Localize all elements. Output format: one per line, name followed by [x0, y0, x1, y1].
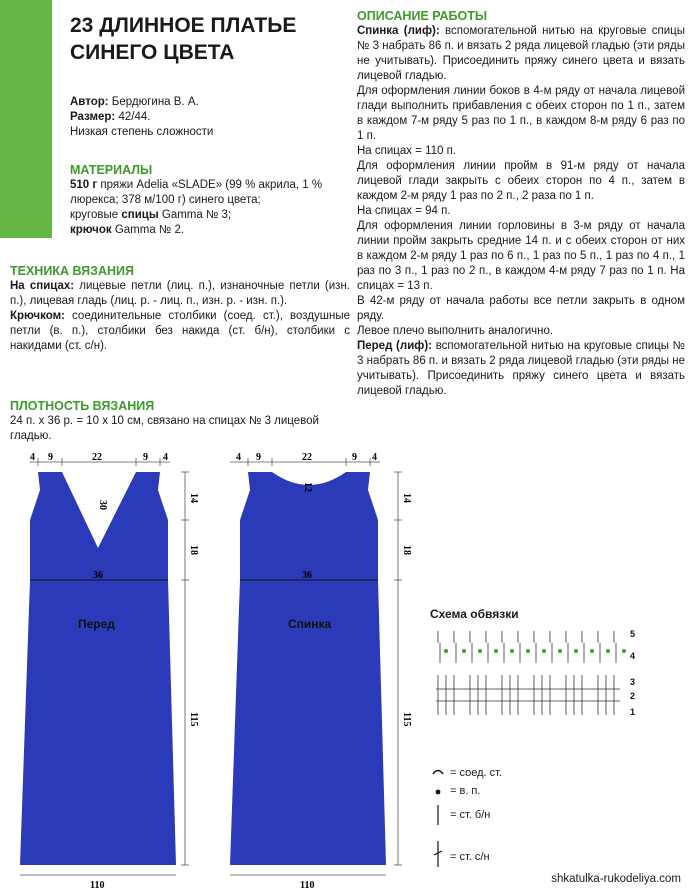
back-top-dim: 4	[236, 452, 241, 463]
front-neck-dim: 30	[97, 500, 108, 510]
density-text: 24 п. х 36 р. = 10 х 10 см, связано на спицах № 3 лицевой гладью.	[10, 415, 319, 442]
front-side-dim: 115	[188, 712, 199, 727]
back-top-dim: 9	[256, 452, 261, 463]
density-section	[10, 399, 350, 444]
needles-post: Gamma № 3;	[161, 209, 232, 221]
back-side-dim: 18	[401, 545, 412, 555]
front-label: Перед (лиф):	[357, 340, 432, 352]
front-piece	[20, 452, 199, 891]
tech-needles-label: На спицах:	[10, 280, 75, 292]
back-piece	[230, 452, 412, 891]
tech-hook-text: соединительные столбики (соед. ст.), воздушные петли (в. п.), столбики без накида (ст. б/н), столбики с накидами (ст. с/н).	[10, 310, 350, 352]
scheme-chain-dots	[444, 649, 626, 653]
difficulty: Низкая степень сложности	[70, 126, 214, 138]
needles-word: спицы	[121, 209, 159, 221]
yarn-text: пряжи Adelia «SLADE» (99 % акрила, 1 % люрекса; 378 м/100 г) синего цвета;	[70, 179, 323, 206]
hook-post: Gamma № 2.	[114, 224, 185, 236]
desc-p2: Для оформления линии боков в 4-м ряду от начала лицевой глади выполнить прибавления с обеих сторон по 1 п., затем в каждом 7-м ряду 5 раз по 1 п., в каждом 8-м ряду 6 раз по 1 п.	[357, 85, 685, 142]
front-top-dim: 9	[143, 452, 148, 463]
front-top-dim: 9	[48, 452, 53, 463]
density-heading: ПЛОТНОСТЬ ВЯЗАНИЯ	[10, 399, 155, 413]
back-dress-shape	[230, 472, 386, 865]
scheme-title: Схема обвязки	[430, 607, 519, 621]
desc-p6: Для оформления линии горловины в 3-м ряду от начала линии пройм закрыть средние 14 п. и с обеих сторон от них в каждом 2-м ряду 1 раз по 6 п., 1 раз по 5 п., 1 раз по 4 п., 1 раз по 3 п., 1 раз по 2 п., в каждом 4-м ряду 7 раз по 1 п. На спицах = 13 п.	[357, 220, 685, 292]
legend-item: = ст. с/н	[450, 851, 490, 863]
materials-section	[70, 163, 355, 238]
front-dress-shape	[20, 472, 176, 865]
edging-scheme	[430, 625, 650, 725]
needles-pre: круговые	[70, 209, 119, 221]
legend-symbols	[430, 765, 448, 875]
description-heading: ОПИСАНИЕ РАБОТЫ	[357, 9, 488, 23]
front-top-dim: 22	[92, 452, 102, 463]
size-value: 42/44.	[118, 111, 151, 123]
materials-heading: МАТЕРИАЛЫ	[70, 163, 153, 177]
desc-p1: вспомогательной нитью на круговые спицы № 3 набрать 86 п. и вязать 2 ряда лицевой гладью (эти ряды не учитывать). Присоединить пряжу синего цвета и вязать лицевой гладью.	[357, 25, 685, 82]
scheme-grid	[436, 631, 620, 715]
size-label: Размер:	[70, 111, 116, 123]
tech-needles-text: лицевые петли (лиц. п.), изнаночные петли (изн. п.), лицевая гладь (лиц. р. - лиц. п., изн. р. - изн. п.).	[10, 280, 350, 307]
desc-p3: На спицах = 110 п.	[357, 145, 457, 157]
desc-p7: В 42-м ряду от начала работы все петли закрыть в одном ряду.	[357, 295, 685, 322]
author-label: Автор:	[70, 96, 109, 108]
back-side-dim: 14	[401, 493, 412, 503]
front-side-dim: 14	[188, 493, 199, 503]
green-accent-bar	[0, 0, 52, 238]
slip-stitch-icon	[433, 771, 443, 775]
technique-heading: ТЕХНИКА ВЯЗАНИЯ	[10, 264, 135, 278]
back-hem-dim: 110	[300, 880, 315, 891]
front-hem-dim: 110	[90, 880, 105, 891]
back-side-dim: 115	[401, 712, 412, 727]
back-neck-dim: 12	[302, 482, 313, 492]
tech-hook-label: Крючком:	[10, 310, 65, 322]
scheme-row-label: 4	[630, 651, 636, 661]
title-line-1: 23 ДЛИННОЕ ПЛАТЬЕ	[70, 14, 297, 37]
chain-stitch-icon	[436, 790, 441, 795]
back-top-dim: 9	[352, 452, 357, 463]
back-top-dim: 22	[302, 452, 312, 463]
desc-p8: Левое плечо выполнить аналогично.	[357, 325, 554, 337]
description-section	[357, 9, 685, 399]
legend-item: = ст. б/н	[450, 809, 491, 821]
pattern-meta	[70, 95, 350, 140]
legend-item: = соед. ст.	[450, 767, 503, 779]
back-label: Спинка (лиф):	[357, 25, 440, 37]
title-line-2: СИНЕГО ЦВЕТА	[70, 41, 235, 64]
back-top-dim: 4	[372, 452, 377, 463]
author-value: Бердюгина В. А.	[111, 96, 199, 108]
technique-section	[10, 264, 350, 354]
desc-p5: На спицах = 94 п.	[357, 205, 451, 217]
scheme-row-label: 1	[630, 707, 636, 717]
page-title	[70, 12, 340, 66]
front-top-dim: 4	[163, 452, 168, 463]
back-label-text: Спинка	[288, 617, 332, 631]
legend-item: = в. п.	[450, 785, 481, 797]
site-watermark: shkatulka-rukodeliya.com	[551, 873, 681, 885]
front-waist-dim: 36	[93, 570, 103, 581]
back-waist-dim: 36	[302, 570, 312, 581]
front-side-dim: 18	[188, 545, 199, 555]
front-top-dim: 4	[30, 452, 35, 463]
yarn-amount: 510 г	[70, 179, 98, 191]
front-label-text: Перед	[78, 617, 115, 631]
scheme-row-label: 3	[630, 677, 636, 687]
desc-p9: вспомогательной нитью на круговые спицы № 3 набрать 86 п. и вязать 2 ряда лицевой гладью (эти ряды не учитывать). Присоединить пряжу синего цвета и вязать лицевой гладью.	[357, 340, 685, 397]
scheme-row-label: 5	[630, 629, 636, 639]
hook-word: крючок	[70, 224, 112, 236]
scheme-row-label: 2	[630, 691, 636, 701]
desc-p4: Для оформления линии пройм в 91-м ряду от начала лицевой глади закрыть с обеих сторон по 4 п., затем в каждом 2-м ряду 1 раз по 2 п., 2 раза по 1 п.	[357, 160, 685, 202]
